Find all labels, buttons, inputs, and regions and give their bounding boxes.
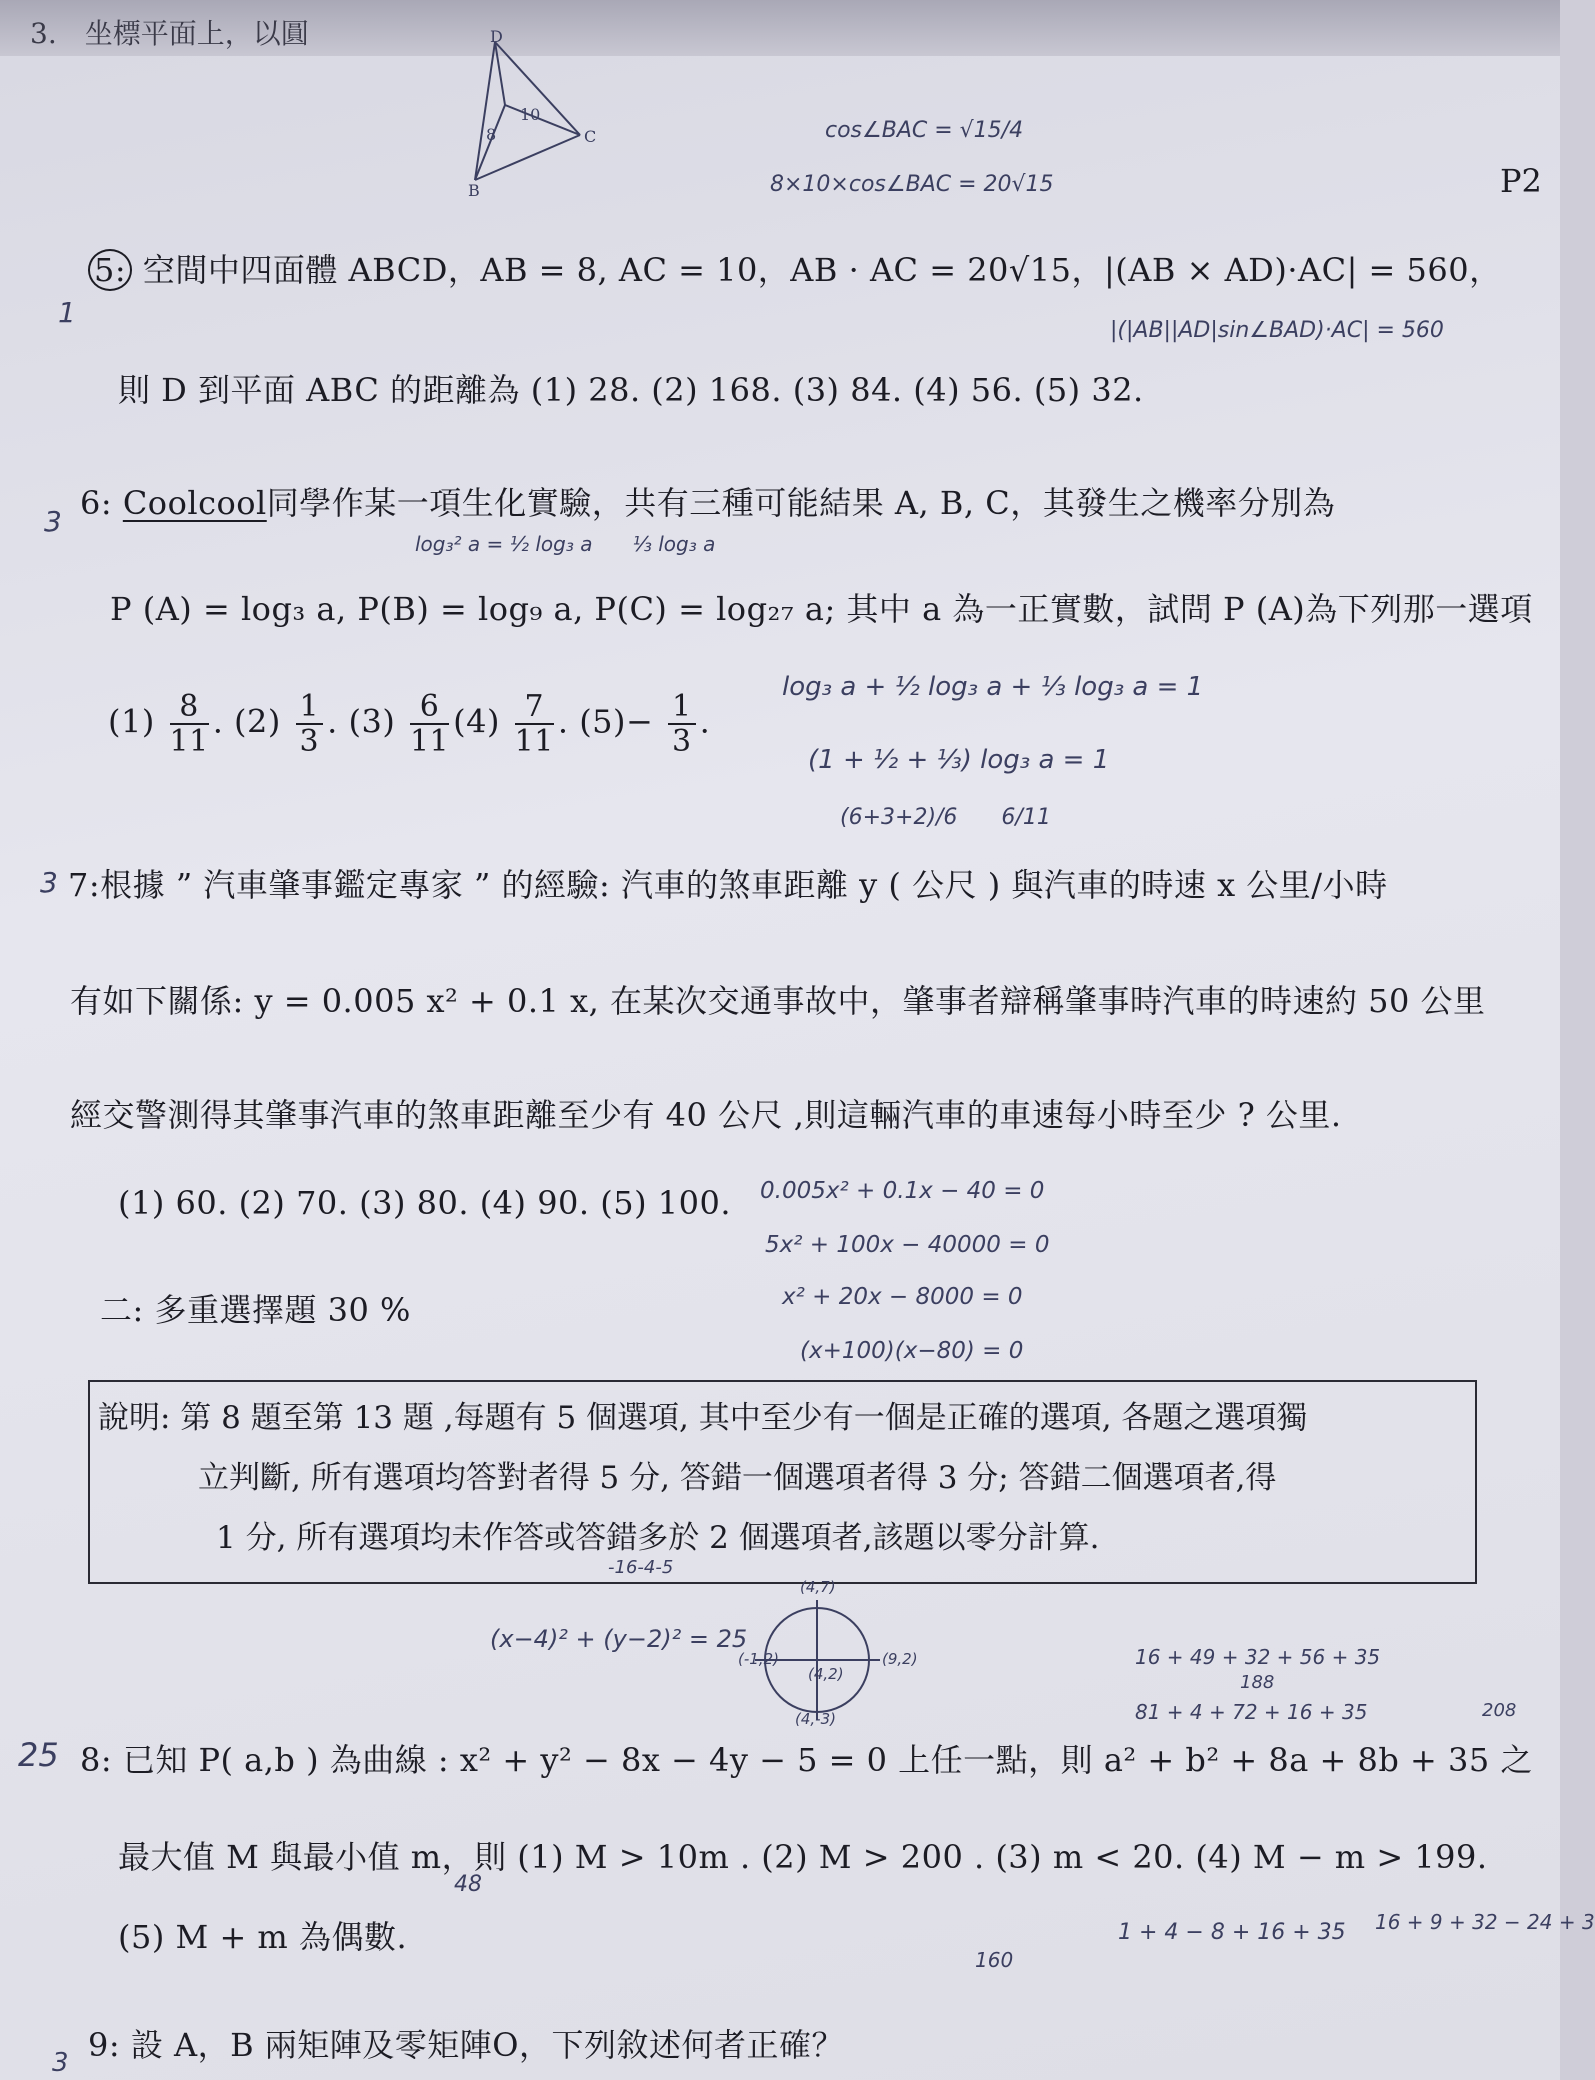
question-7-line2: 有如下關係: y = 0.005 x² + 0.1 x, 在某次交通事故中，肇事者辯稱肇事時汽車的時速約 50 公里 — [70, 982, 1486, 1020]
question-7-text: 根據 ” 汽車肇事鑑定專家 ” 的經驗: 汽車的煞車距離 y ( 公尺 ) 與汽車的時速 x 公里/小時 — [100, 866, 1388, 904]
question-8-line1 — [80, 1735, 1533, 1781]
question-7-line1 — [68, 860, 1388, 906]
edge-8-label: 8 — [486, 125, 497, 144]
page-label: P2 — [1500, 162, 1542, 200]
student-name: Coolcool — [122, 484, 267, 522]
margin-mark: 25 — [18, 1736, 59, 1774]
instructions-box — [88, 1380, 1477, 1584]
handwritten-note: 208 — [1482, 1700, 1517, 1721]
point-label: (4,7) — [800, 1578, 836, 1596]
question-6-number: 6: — [80, 484, 113, 522]
vertex-c-label: C — [584, 127, 597, 146]
question-6-line2: P (A) = log₃ a, P(B) = log₉ a, P(C) = log₂₇ a; 其中 a 為一正實數，試問 P (A)為下列那一選項 — [110, 590, 1533, 628]
previous-question-text: 3. 坐標平面上，以圓 — [30, 17, 309, 50]
fraction-option: $\frac{6}{11}$ — [409, 689, 450, 759]
margin-mark: 3 — [40, 866, 58, 899]
handwritten-note: 5x² + 100x − 40000 = 0 — [765, 1232, 1050, 1258]
question-8-line3: (5) M + m 為偶數. — [118, 1918, 408, 1956]
question-6-options: (1) $\frac{8}{11}$ . (2) $\frac{1}{3}$ . (3) $\frac{6}{11}$ (4) $\frac{7}{11}$ . (5)− $\frac{1}{3}$ . — [108, 689, 711, 759]
question-7-line3: 經交警測得其肇事汽車的煞車距離至少有 40 公尺 ,則這輛汽車的車速每小時至少 ? 公里. — [70, 1096, 1342, 1134]
instructions-line3: 1 分, 所有選項均未作答或答錯多於 2 個選項者,該題以零分計算. — [216, 1520, 1100, 1556]
margin-mark: 3 — [52, 2048, 69, 2078]
vertex-b-label: B — [468, 181, 480, 200]
question-7-options: (1) 60. (2) 70. (3) 80. (4) 90. (5) 100. — [118, 1184, 731, 1222]
question-9-text: 設 A，B 兩矩陣及零矩陣O，下列敘述何者正確？ — [130, 2026, 845, 2064]
handwritten-note: 160 — [975, 1948, 1014, 1972]
vertex-d-label: D — [490, 27, 503, 46]
point-label: (-1,2) — [738, 1650, 779, 1668]
question-6-line1 — [80, 478, 1335, 524]
handwritten-note: 48 — [454, 1872, 482, 1897]
handwritten-note: -16-4-5 — [608, 1557, 674, 1578]
question-8-line2: 最大值 M 與最小值 m，則 (1) M > 10m . (2) M > 200 . (3) m < 20. (4) M − m > 199. — [118, 1838, 1488, 1876]
handwritten-note: |(|AB||AD|sin∠BAD)·AC| = 560 — [1110, 318, 1444, 343]
handwritten-note: x² + 20x − 8000 = 0 — [782, 1284, 1023, 1310]
handwritten-note: (6+3+2)/6 6/11 — [840, 805, 1051, 830]
handwritten-note: log₃ a + ½ log₃ a + ⅓ log₃ a = 1 — [782, 672, 1204, 702]
question-5-number: 5: — [88, 249, 132, 291]
handwritten-note: cos∠BAC = √15/4 — [825, 118, 1024, 143]
question-5-line1 — [88, 245, 1502, 291]
handwritten-note: 1 + 4 − 8 + 16 + 35 — [1118, 1920, 1346, 1945]
question-5-line2: 則 D 到平面 ABC 的距離為 (1) 28. (2) 168. (3) 84. (4) 56. (5) 32. — [118, 371, 1144, 409]
section-2-title: 二: 多重選擇題 30 % — [100, 1291, 411, 1329]
handwritten-note: (x+100)(x−80) = 0 — [800, 1338, 1024, 1364]
edge-10-label: 10 — [520, 105, 541, 124]
question-9-number: 9: — [88, 2026, 121, 2064]
instructions-line1: 說明: 第 8 題至第 13 題 ,每題有 5 個選項, 其中至少有一個是正確的選項, 各題之選項獨 — [98, 1400, 1308, 1436]
handwritten-note: 188 — [1240, 1672, 1275, 1693]
fraction-option: $\frac{7}{11}$ — [514, 689, 554, 759]
handwritten-note: 0.005x² + 0.1x − 40 = 0 — [760, 1178, 1045, 1204]
handwritten-note: log₃² a = ½ log₃ a ⅓ log₃ a — [415, 532, 716, 556]
handwritten-note: (x−4)² + (y−2)² = 25 — [490, 1625, 748, 1653]
point-label: (4,2) — [808, 1665, 844, 1683]
question-6-text: 同學作某一項生化實驗，共有三種可能結果 A, B, C，其發生之機率分別為 — [266, 484, 1336, 522]
question-7-number: 7: — [68, 866, 101, 904]
margin-mark: 1 — [58, 296, 76, 329]
fraction-option: $\frac{1}{3}$ — [296, 690, 324, 758]
handwritten-note: 8×10×cos∠BAC = 20√15 — [770, 172, 1054, 197]
fraction-option: $\frac{8}{11}$ — [169, 689, 209, 759]
question-8-text: 已知 P( a,b ) 為曲線 : x² + y² − 8x − 4y − 5 = 0 上任一點，則 a² + b² + 8a + 8b + 35 之 — [122, 1741, 1533, 1779]
handwritten-note: 81 + 4 + 72 + 16 + 35 — [1135, 1700, 1368, 1724]
question-9-line1 — [88, 2020, 844, 2066]
previous-page-edge — [0, 0, 1560, 56]
instructions-line2: 立判斷, 所有選項均答對者得 5 分, 答錯一個選項者得 3 分; 答錯二個選項者,得 — [198, 1460, 1277, 1496]
handwritten-note: 16 + 49 + 32 + 56 + 35 — [1135, 1645, 1381, 1669]
margin-mark: 3 — [44, 505, 62, 538]
handwritten-note: 16 + 9 + 32 − 24 + 3 — [1375, 1910, 1595, 1934]
handwritten-note: (1 + ½ + ⅓) log₃ a = 1 — [808, 745, 1110, 775]
point-label: (4,-3) — [795, 1710, 836, 1728]
tetrahedron-sketch — [450, 27, 620, 200]
fraction-option: $\frac{1}{3}$ — [668, 690, 696, 758]
point-label: (9,2) — [882, 1650, 918, 1668]
question-5-text: 空間中四面體 ABCD，AB = 8, AC = 10，AB · AC = 20√15，|(AB × AD)·AC| = 560， — [142, 251, 1502, 289]
question-8-number: 8: — [80, 1741, 113, 1779]
